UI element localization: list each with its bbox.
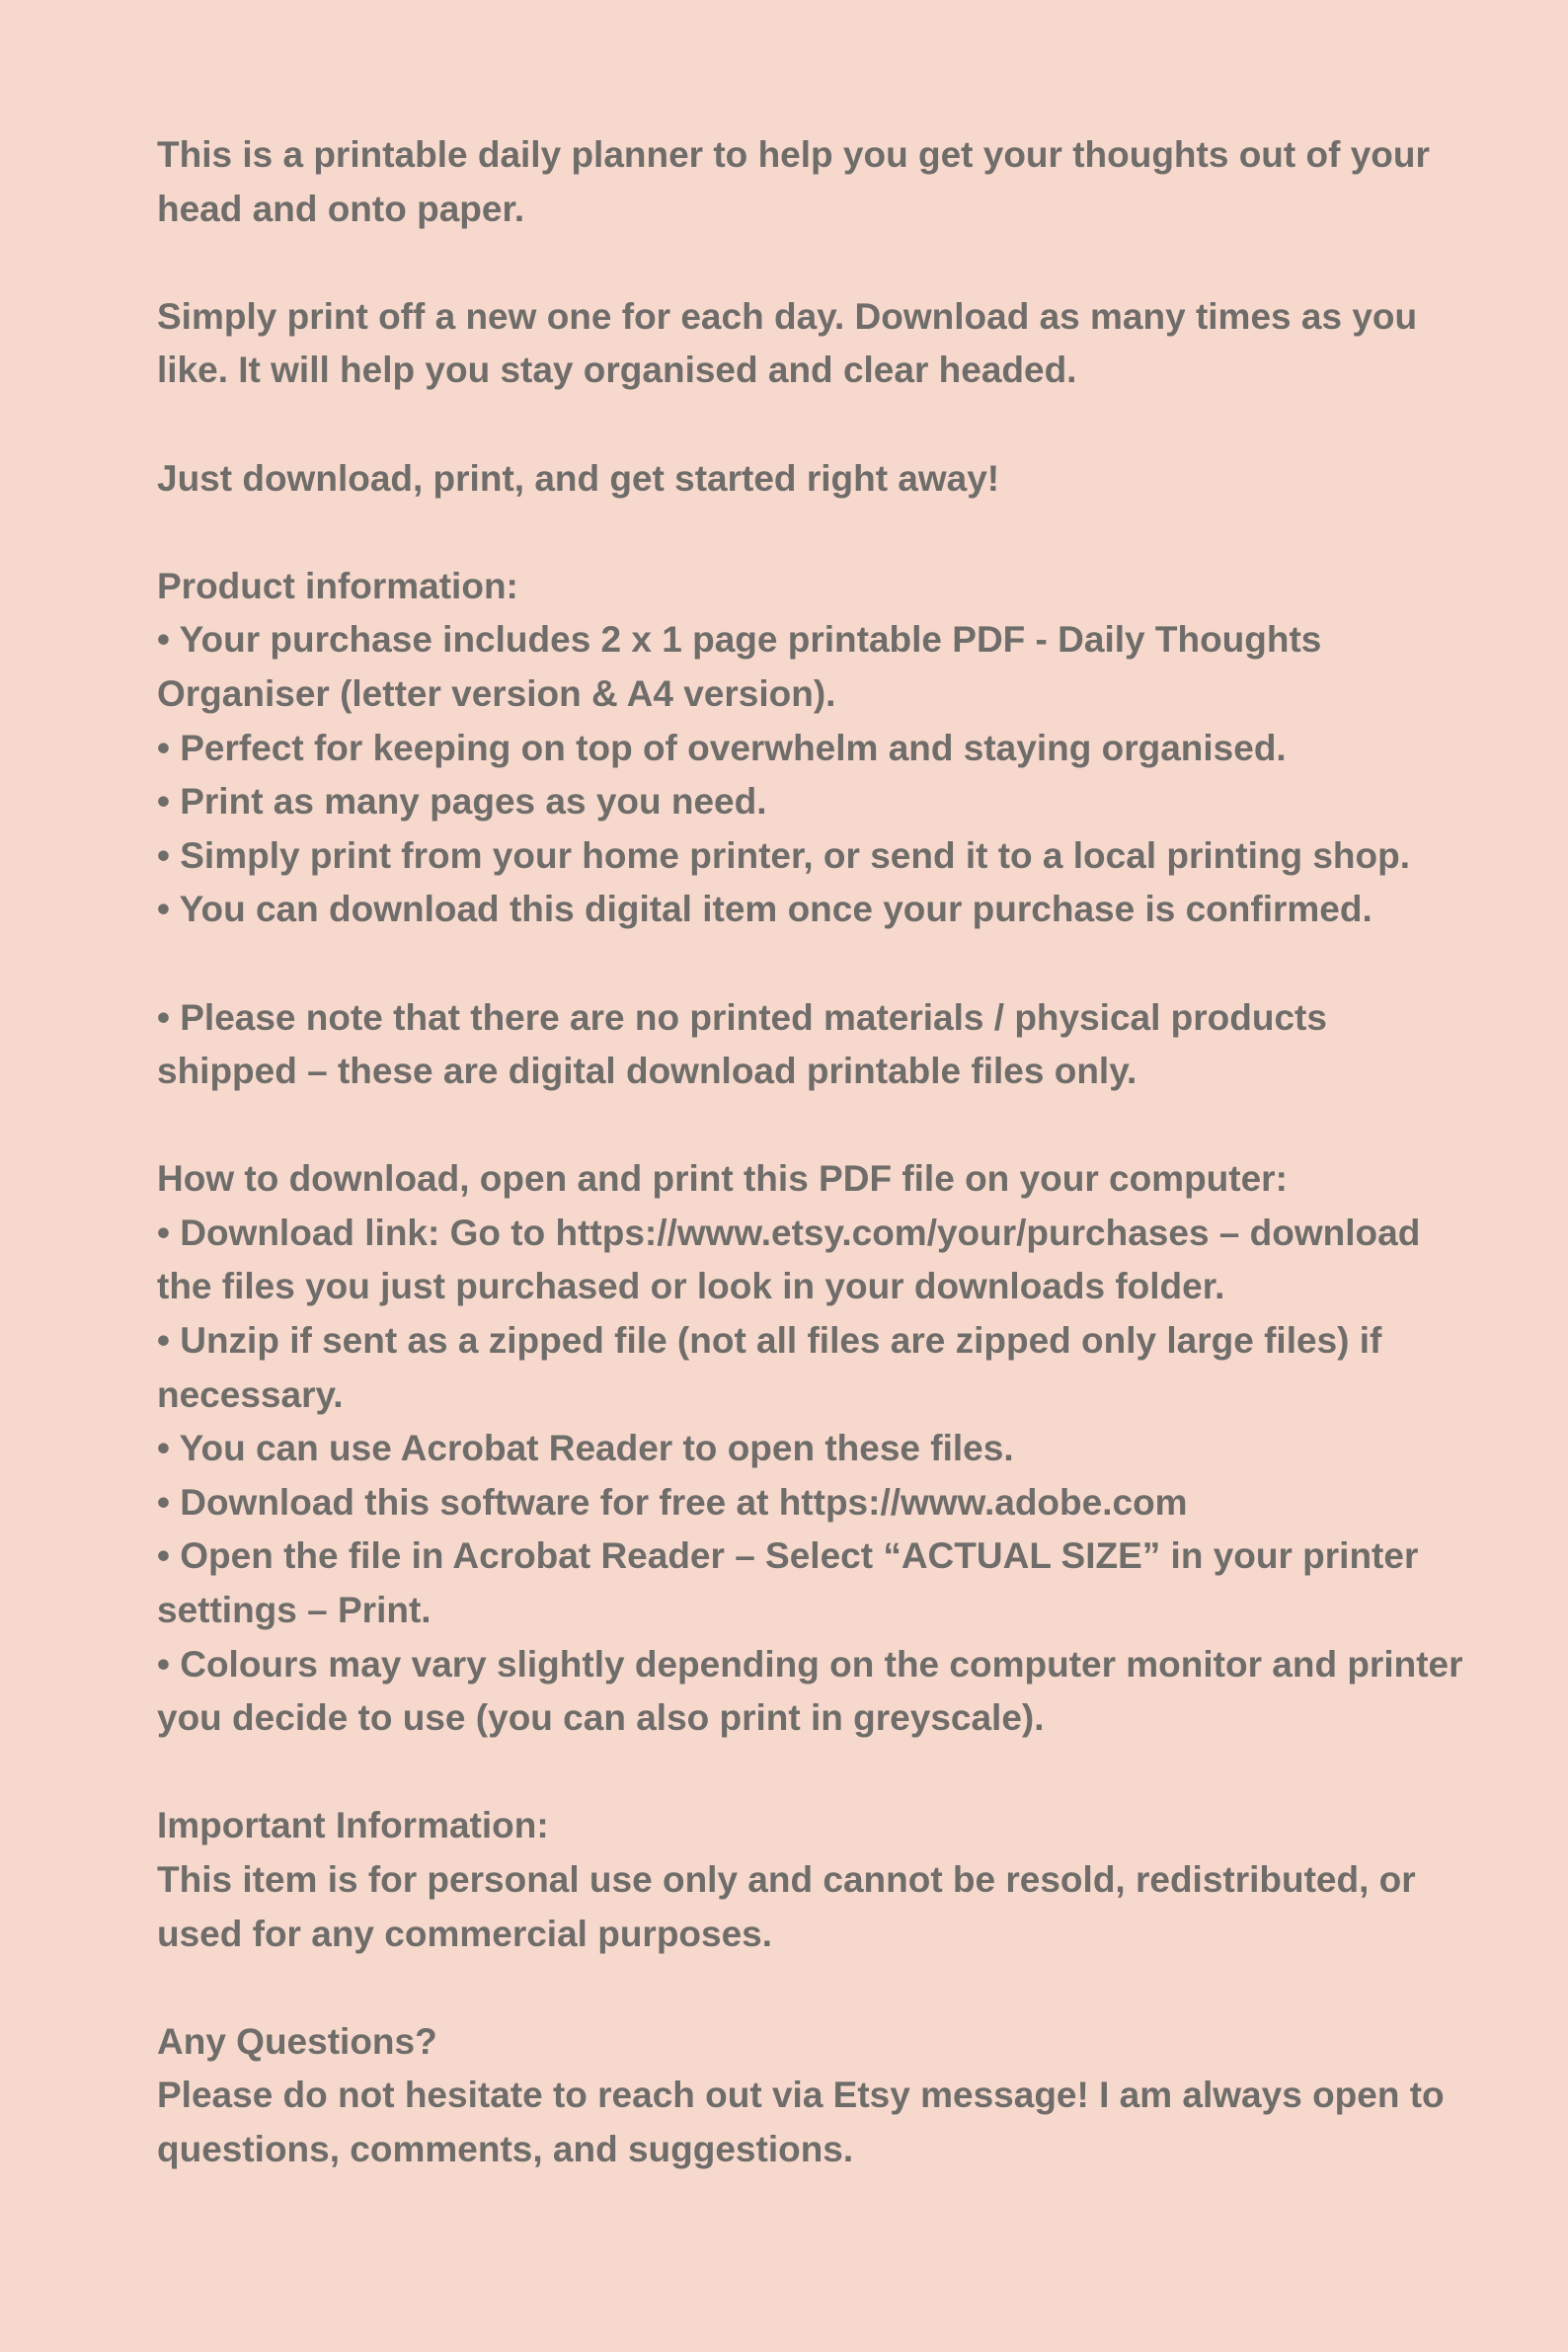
intro-text-line: Just download, print, and get started right away! <box>157 457 1000 499</box>
intro-text-line: like. It will help you stay organised and clear headed. <box>157 350 1077 391</box>
product-info-item: • Perfect for keeping on top of overwhelm and staying organised. <box>157 727 1287 768</box>
download-instruction-item: the files you just purchased or look in your downloads folder. <box>157 1266 1225 1307</box>
download-instruction-item: • Download link: Go to https://www.etsy.com/your/purchases – download <box>157 1212 1421 1253</box>
questions-text: Please do not hesitate to reach out via Etsy message! I am always open to <box>157 2075 1445 2116</box>
product-info-item: • Print as many pages as you need. <box>157 781 767 823</box>
intro-text-line: head and onto paper. <box>157 188 525 229</box>
download-instruction-item: • You can use Acrobat Reader to open these files. <box>157 1428 1014 1469</box>
download-instruction-item: settings – Print. <box>157 1590 431 1631</box>
important-info-heading: Important Information: <box>157 1805 549 1846</box>
paragraph-spacer <box>157 398 1469 452</box>
product-info-item: Organiser (letter version & A4 version). <box>157 672 836 714</box>
product-info-item: • Simply print from your home printer, or send it to a local printing shop. <box>157 834 1411 876</box>
product-info-heading: Product information: <box>157 565 518 606</box>
download-instruction-item: necessary. <box>157 1373 344 1415</box>
digital-only-note: shipped – these are digital download printable files only. <box>157 1051 1137 1092</box>
download-instruction-item: you decide to use (you can also print in greyscale). <box>157 1697 1045 1739</box>
download-instruction-item: • Colours may vary slightly depending on the computer monitor and printer <box>157 1643 1463 1685</box>
paragraph-spacer <box>157 1746 1469 1800</box>
important-info-text: used for any commercial purposes. <box>157 1913 773 1954</box>
download-instruction-item: • Unzip if sent as a zipped file (not all files are zipped only large files) if <box>157 1320 1382 1362</box>
digital-only-note: • Please note that there are no printed materials / physical products <box>157 996 1327 1038</box>
paragraph-spacer <box>157 236 1469 290</box>
important-info-text: This item is for personal use only and cannot be resold, redistributed, or <box>157 1859 1416 1900</box>
product-info-item: • You can download this digital item once your purchase is confirmed. <box>157 889 1372 930</box>
paragraph-spacer <box>157 1099 1469 1153</box>
paragraph-spacer <box>157 1961 1469 2015</box>
questions-heading: Any Questions? <box>157 2020 437 2062</box>
download-instruction-item: • Download this software for free at https://www.adobe.com <box>157 1481 1188 1523</box>
product-info-item: • Your purchase includes 2 x 1 page printable PDF - Daily Thoughts <box>157 619 1322 661</box>
paragraph-spacer <box>157 937 1469 991</box>
download-instruction-item: • Open the file in Acrobat Reader – Select “ACTUAL SIZE” in your printer <box>157 1535 1419 1577</box>
intro-text-line: This is a printable daily planner to help you get your thoughts out of your <box>157 134 1430 175</box>
paragraph-spacer <box>157 506 1469 560</box>
intro-text-line: Simply print off a new one for each day. Download as many times as you <box>157 295 1418 337</box>
questions-text: questions, comments, and suggestions. <box>157 2128 854 2169</box>
download-instructions-heading: How to download, open and print this PDF file on your computer: <box>157 1158 1288 1200</box>
